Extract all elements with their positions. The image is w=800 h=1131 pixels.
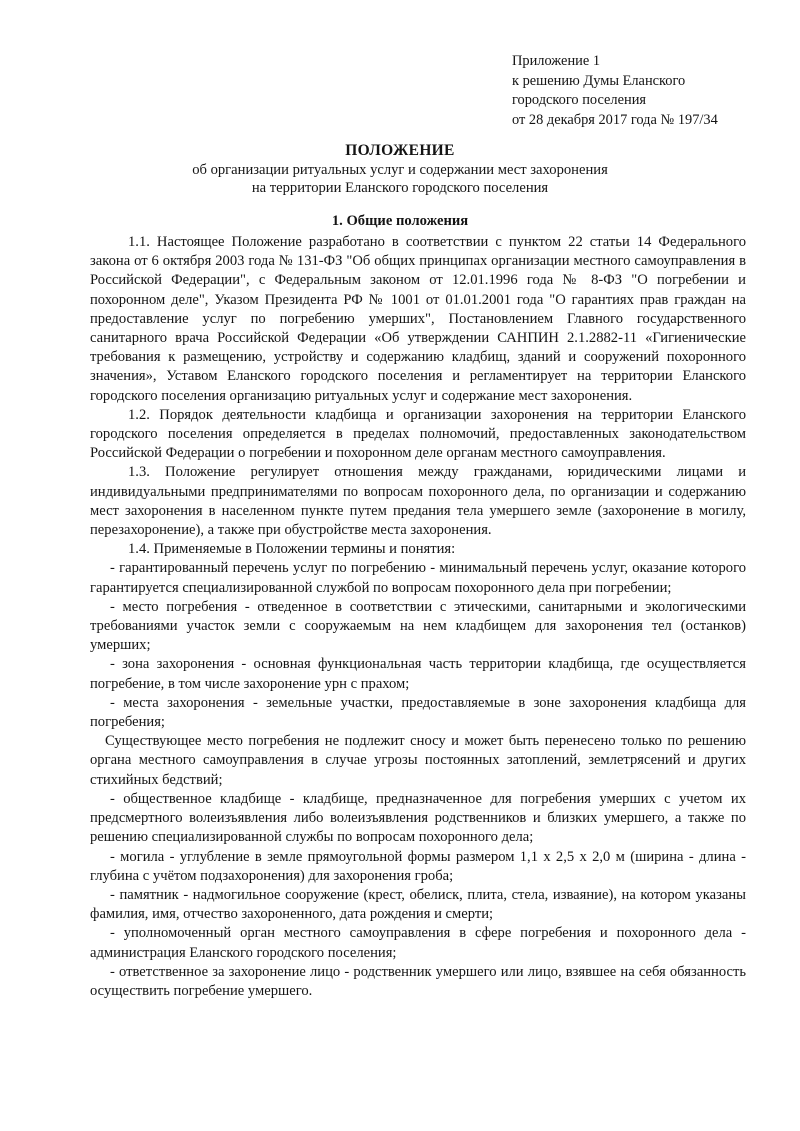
term-guaranteed-services: - гарантированный перечень услуг по погребению - минимальный перечень услуг, оказание которого гарантируется специализированной службой по вопросам похоронного дела при погребении; [90,560,746,596]
appendix-line: к решению Думы Еланского [512,72,686,89]
term-burial-zone: - зона захоронения - основная функциональная часть территории кладбища, где осуществляется погребение, в том числе захоронение урн с прахом; [90,656,746,692]
paragraph-1-1: 1.1. Настоящее Положение разработано в соответствии с пунктом 22 статьи 14 Федерального закона от 6 октября 2003 года № 131-ФЗ "Об общих принципах организации местного самоуправления в Российской Федерации", с Федеральным законом от 12.01.1996 года № 8-ФЗ "О погребении и похоронном деле", Указом Президента РФ № 1001 от 01.01.2001 года "О гарантиях прав граждан на предоставление услуг по погребению умерших", Постановлением Главного государственного санитарного врача Российской Федерации «Об утверждении САНПИН 2.1.2882-11 «Гигиенические требования к размещению, устройству и содержанию кладбищ, зданий и сооружений похоронного значения», Уставом Еланского городского поселения и регламентирует на территории Еланского городского поселения организацию ритуальных услуг и содержание мест захоронения. [90,234,746,404]
term-grave: - могила - углубление в земле прямоугольной формы размером 1,1 х 2,5 х 2,0 м (ширина - длина - глубина с учётом подзахоронения) для захоронения гроба; [90,848,746,884]
term-public-cemetery: - общественное кладбище - кладбище, предназначенное для погребения умерших с учетом их предсмертного волеизъявления либо волеизъявления родственников и близких умершего, а также по решению специализированной службы по вопросам похоронного дела; [90,790,746,846]
term-burial-sites: - места захоронения - земельные участки, предоставляемые в зоне захоронения кладбища для погребения; [90,694,746,731]
appendix-line: городского поселения [512,92,647,109]
paragraph-1-2: 1.2. Порядок деятельности кладбища и организации захоронения на территории Еланского городского поселения определяется в пределах полномочий, предоставленных законодательством Российской Федерации о погребении и похоронном деле органам местного самоуправления. [90,406,746,462]
appendix-block [512,52,718,130]
paragraph-1-3: 1.3. Положение регулирует отношения между гражданами, юридическими лицами и индивидуальными предпринимателями по вопросам похоронного дела, по организации и содержанию мест захоронения в населенном пункте путем предания тела умершего земле (захоронение в могилу, перезахоронение), а также при обустройстве места захоронения. [90,464,746,539]
term-authorized-body: - уполномоченный орган местного самоуправления в сфере погребения и похоронного дела - администрация Еланского городского поселения; [90,925,746,961]
section-title: 1. Общие положения [331,213,469,229]
term-responsible-person: - ответственное за захоронение лицо - родственник умершего или лицо, взявшее на себя обязанность осуществить погребение умершего. [90,963,746,999]
paragraph-existing-place: Существующее место погребения не подлежит сносу и может быть перенесено только по решению органа местного самоуправления в случае угрозы постоянных затоплений, землетрясений и других стихийных бедствий; [90,733,746,788]
appendix-line: Приложение 1 [512,53,601,69]
document-title: ПОЛОЖЕНИЕ [345,142,455,159]
appendix-line: от 28 декабря 2017 года № 197/34 [512,111,718,128]
document-subtitle-line2: на территории Еланского городского поселения [251,180,549,196]
document-subtitle-line1: об организации ритуальных услуг и содержании мест захоронения [192,162,608,178]
term-burial-place: - место погребения - отведенное в соответствии с этическими, санитарными и экологическими требованиями участок земли с сооружаемым на нем кладбищем для захоронения тел (останков) умерших; [90,598,746,654]
paragraph-1-4: 1.4. Применяемые в Положении термины и понятия: [128,541,456,558]
document-body [90,233,746,1001]
term-monument: - памятник - надмогильное сооружение (крест, обелиск, плита, стела, изваяние), на котором указаны фамилия, имя, отчество захороненного, дата рождения и смерти; [90,886,746,923]
